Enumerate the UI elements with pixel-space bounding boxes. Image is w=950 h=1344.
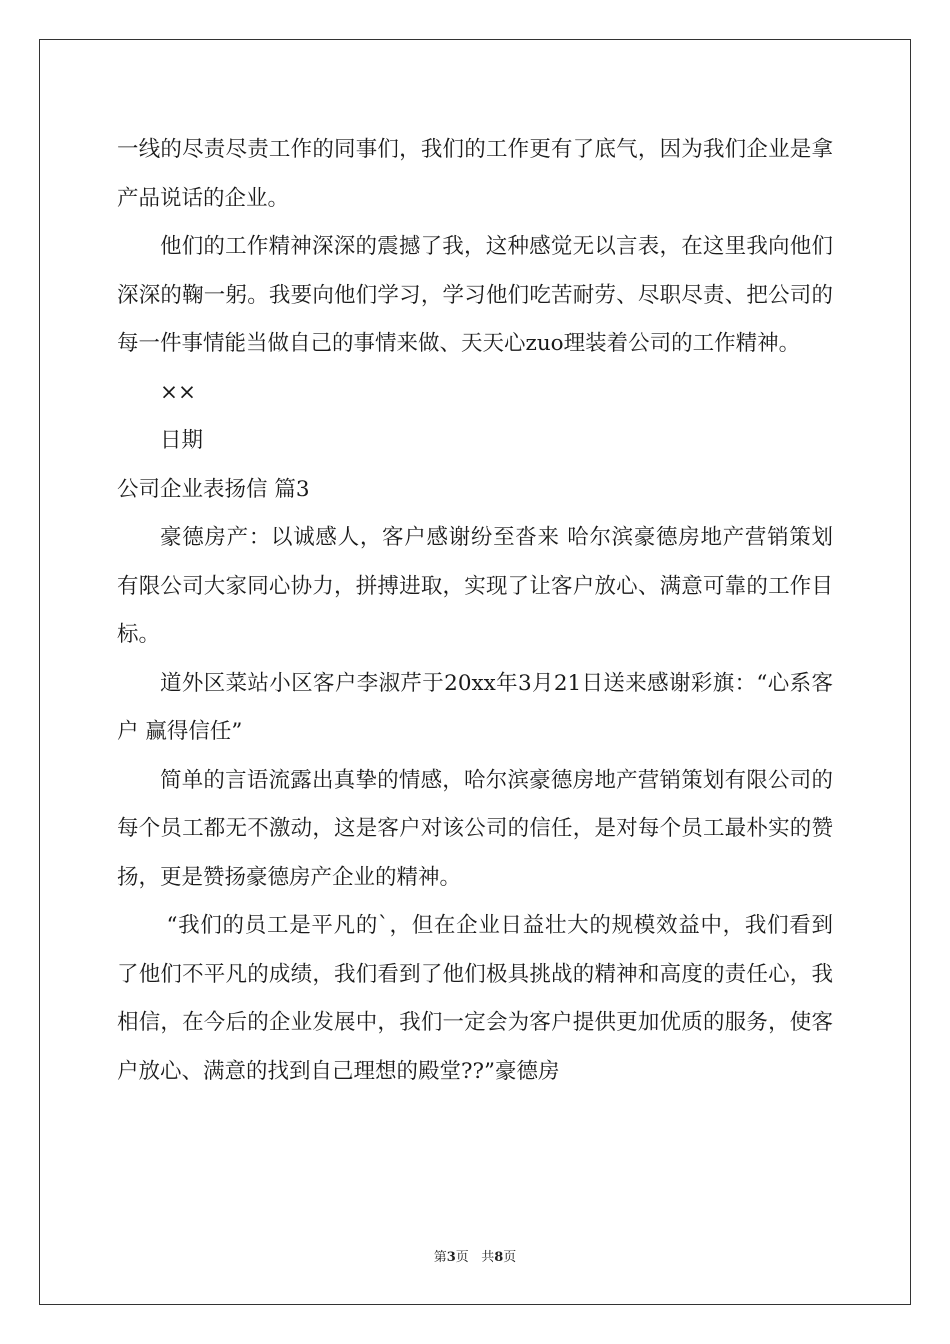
paragraph-6: “我们的员工是平凡的`，但在企业日益壮大的规模效益中，我们看到了他们不平凡的成绩，我们看到了他们极具挑战的精神和高度的责任心，我相信，在今后的企业发展中，我们一定会为客户提供更加优质的服务，使客户放心、满意的找到自己理想的殿堂??”豪德房 — [117, 913, 833, 1084]
paragraph-5: 简单的言语流露出真挚的情感，哈尔滨豪德房地产营销策划有限公司的每个员工都无不激动，这是客户对该公司的信任，是对每个员工最朴实的赞扬，更是赞扬豪德房产企业的精神。 — [117, 767, 833, 890]
page-footer — [0, 1246, 950, 1265]
footer-page-prefix: 第 — [433, 1250, 447, 1265]
footer-total-pages: 8 — [494, 1250, 504, 1265]
section-heading: 公司企业表扬信 篇3 — [117, 476, 310, 502]
footer-page-number: 3 — [446, 1250, 456, 1265]
document-body — [117, 126, 833, 1096]
signature-date: 日期 — [160, 428, 204, 453]
signature-name: ×× — [160, 379, 197, 405]
paragraph-2: 他们的工作精神深深的震撼了我，这种感觉无以言表，在这里我向他们深深的鞠一躬。我要向他们学习，学习他们吃苦耐劳、尽职尽责、把公司的每一件事情能当做自己的事情来做、天天心zuo理装着公司的工作精神。 — [117, 234, 833, 356]
footer-page-suffix: 页 — [455, 1250, 469, 1265]
paragraph-3: 豪德房产：以诚感人，客户感谢纷至沓来 哈尔滨豪德房地产营销策划有限公司大家同心协力，拼搏进取，实现了让客户放心、满意可靠的工作目标。 — [117, 525, 833, 647]
paragraph-4: 道外区菜站小区客户李淑芹于20xx年3月21日送来感谢彩旗：“心系客户 赢得信任” — [117, 670, 833, 744]
footer-total-prefix: 共 — [481, 1250, 495, 1265]
paragraph-1: 一线的尽责尽责工作的同事们，我们的工作更有了底气，因为我们企业是拿产品说话的企业。 — [117, 137, 833, 211]
footer-total-suffix: 页 — [503, 1250, 517, 1265]
